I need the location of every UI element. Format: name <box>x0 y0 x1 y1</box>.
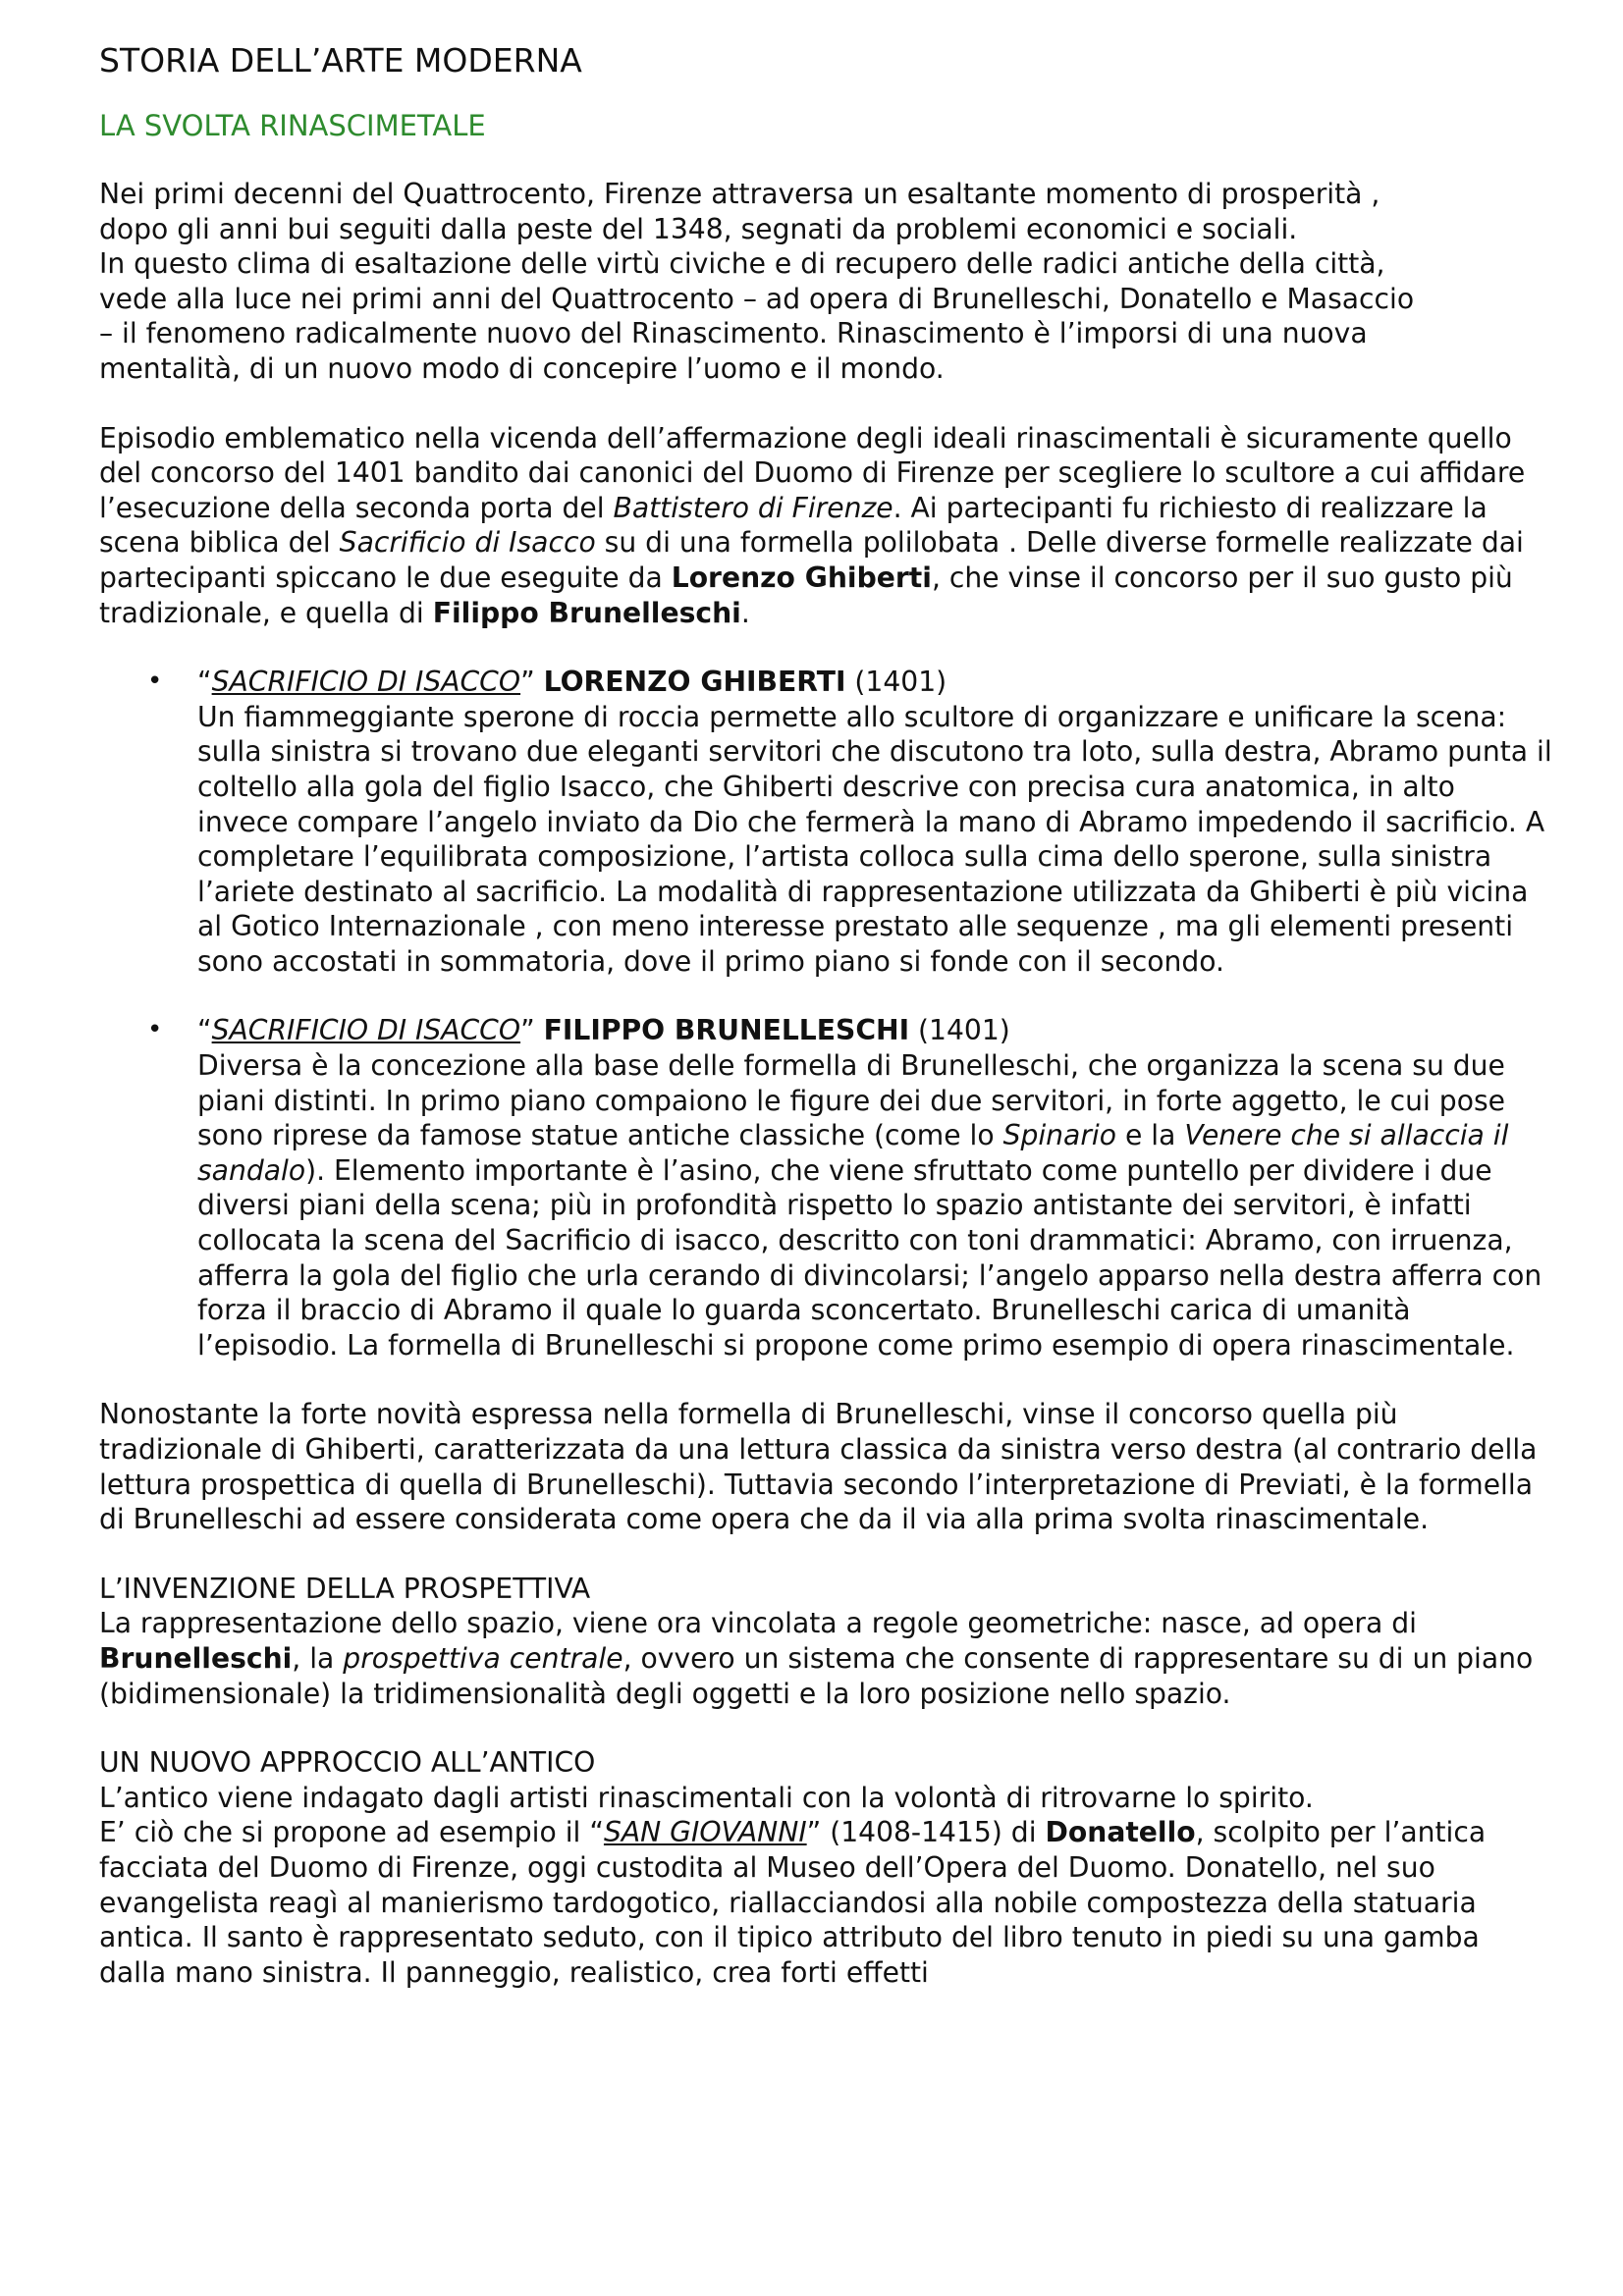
text-run: ). Elemento importante è l’asino, che viene sfruttato come puntello per dividere i due diversi piani della scena; più in profondità rispetto lo spazio antistante dei servitori, è infatti collocata la scena del Sacrificio di isacco, descritto con toni drammatici: Abramo, con irruenza, afferra la gola del figlio che urla cerando di divincolarsi; l’angelo apparso nella destra afferra con forza il braccio di Abramo il quale lo guarda sconcertato. Brunelleschi carica di umanità l’episodio. La formella di Brunelleschi si propone come primo esempio di opera rinascimentale. <box>197 1153 1542 1362</box>
quote-mark: “ <box>197 666 212 699</box>
artist-name: LORENZO GHIBERTI <box>543 666 846 699</box>
text-run: , la <box>292 1641 344 1675</box>
document-title: STORIA DELL’ARTE MODERNA <box>99 41 582 80</box>
text-run: , scolpito per l’antica facciata del Duomo di Firenze, oggi custodita al Museo dell’Opera del Duomo. Donatello, nel suo evangelista reagì al manierismo tardogotico, riallacciandosi alla nobile compostezza della statuaria antica. Il santo è rappresentato seduto, con il tipico attributo del libro tenuto in piedi su una gamba dalla mano sinistra. Il panneggio, realistico, crea forti effetti <box>99 1816 1487 1989</box>
quote-mark: ” <box>520 666 544 699</box>
work-year: (1401) <box>845 666 947 699</box>
bold-run: Brunelleschi <box>99 1641 293 1675</box>
text-run: . <box>740 596 750 629</box>
intro-line: mentalità, di un nuovo modo di concepire l’uomo e il mondo. <box>99 351 945 385</box>
italic-run: Spinario <box>1002 1119 1116 1152</box>
bold-run: Lorenzo Ghiberti <box>671 561 932 594</box>
work-title: SAN GIOVANNI <box>603 1816 807 1849</box>
intro-line: vede alla luce nei primi anni del Quattrocento – ad opera di Brunelleschi, Donatello e Masaccio <box>99 282 1415 315</box>
list-item-text <box>197 1048 1552 1362</box>
document-page <box>99 39 1552 1990</box>
section-heading: L’INVENZIONE DELLA PROSPETTIVA <box>99 1572 591 1605</box>
bullet-icon: • <box>147 1015 163 1045</box>
competition-paragraph <box>99 421 1552 631</box>
antiquity-section <box>99 1745 1552 1990</box>
text-run: , ovvero un sistema che consente di rappresentare su di un piano (bidimensionale) la tridimensionalità degli oggetti e la loro posizione nello spazio. <box>99 1641 1534 1710</box>
italic-run: Venere che si allaccia il sandalo <box>197 1119 1509 1187</box>
intro-line: Nei primi decenni del Quattrocento, Firenze attraversa un esaltante momento di prosperità , <box>99 178 1380 210</box>
intro-line: dopo gli anni bui seguiti dalla peste del 1348, segnati da problemi economici e sociali. <box>99 212 1298 245</box>
work-title: SACRIFICIO DI ISACCO <box>211 666 521 699</box>
works-list <box>99 665 1552 1362</box>
list-item-brunelleschi <box>99 1013 1552 1362</box>
artist-name: FILIPPO BRUNELLESCHI <box>543 1014 910 1047</box>
text-run: e la <box>1115 1119 1185 1152</box>
text-run: , che vinse il concorso per il suo gusto più tradizionale, e quella di <box>99 561 1513 629</box>
work-title: SACRIFICIO DI ISACCO <box>211 1014 521 1047</box>
conclusion-paragraph: Nonostante la forte novità espressa nella formella di Brunelleschi, vinse il concorso quella più tradizionale di Ghiberti, caratterizzata da una lettura classica da sinistra verso destra (al contrario della lettura prospettica di quella di Brunelleschi). Tuttavia secondo l’interpretazione di Previati, è la formella di Brunelleschi ad essere considerata come opera che da il via alla prima svolta rinascimentale. <box>99 1398 1538 1536</box>
text-run: Diversa è la concezione alla base delle formella di Brunelleschi, che organizza la scena su due piani distinti. In primo piano compaiono le figure dei due servitori, in forte aggetto, le cui pose sono riprese da famose statue antiche classiche (come lo <box>197 1049 1505 1152</box>
quote-mark: ” <box>520 1014 544 1047</box>
section-line: L’antico viene indagato dagli artisti rinascimentali con la volontà di ritrovarne lo spirito. <box>99 1781 1314 1814</box>
text-run: E’ ciò che si propone ad esempio il “ <box>99 1816 604 1849</box>
italic-run: Sacrificio di Isacco <box>339 526 596 560</box>
text-run: La rappresentazione dello spazio, viene ora vincolata a regole geometriche: nasce, ad opera di <box>99 1607 1417 1640</box>
text-run: . Ai partecipanti fu richiesto di realizzare la scena biblica del <box>99 491 1488 560</box>
text-run: su di una formella polilobata . Delle diverse formelle realizzate dai partecipanti spiccano le due eseguite da <box>99 526 1524 594</box>
bullet-icon: • <box>147 667 163 697</box>
bold-run: Filippo Brunelleschi <box>432 596 741 629</box>
perspective-section <box>99 1572 1552 1711</box>
work-year: (1401) <box>909 1014 1010 1047</box>
intro-paragraph <box>99 177 1552 387</box>
intro-line: – il fenomeno radicalmente nuovo del Rinascimento. Rinascimento è l’imporsi di una nuova <box>99 317 1368 350</box>
list-item-heading <box>197 1013 1552 1048</box>
quote-mark: “ <box>197 1014 212 1047</box>
section-heading: UN NUOVO APPROCCIO ALL’ANTICO <box>99 1746 596 1780</box>
section-body <box>99 1606 1552 1711</box>
italic-run: Battistero di Firenze <box>613 491 893 524</box>
bold-run: Donatello <box>1045 1816 1196 1849</box>
section-body <box>99 1815 1552 1990</box>
text-run: ” (1408-1415) di <box>806 1816 1046 1849</box>
list-item-ghiberti <box>99 665 1552 979</box>
text-run: Episodio emblematico nella vicenda dell’affermazione degli ideali rinascimentali è sicuramente quello del concorso del 1401 bandito dai canonici del Duomo di Firenze per scegliere lo scultore a cui affidare l’esecuzione della seconda porta del <box>99 421 1526 524</box>
italic-run: prospettiva centrale <box>343 1641 623 1675</box>
list-item-heading <box>197 665 1552 700</box>
intro-line: In questo clima di esaltazione delle virtù civiche e di recupero delle radici antiche della città, <box>99 247 1385 281</box>
section-subtitle: LA SVOLTA RINASCIMETALE <box>99 109 486 142</box>
list-item-text: Un fiammeggiante sperone di roccia permette allo scultore di organizzare e unificare la scena: sulla sinistra si trovano due eleganti servitori che discutono tra loto, sulla destra, Abramo punta il coltello alla gola del figlio Isacco, che Ghiberti descrive con precisa cura anatomica, in alto invece compare l’angelo inviato da Dio che fermerà la mano di Abramo impedendo il sacrificio. A completare l’equilibrata composizione, l’artista colloca sulla cima dello sperone, sulla sinistra l’ariete destinato al sacrificio. La modalità di rappresentazione utilizzata da Ghiberti è più vicina al Gotico Internazionale , con meno interesse prestato alle sequenze , ma gli elementi presenti sono accostati in sommatoria, dove il primo piano si fonde con il secondo. <box>197 700 1552 978</box>
